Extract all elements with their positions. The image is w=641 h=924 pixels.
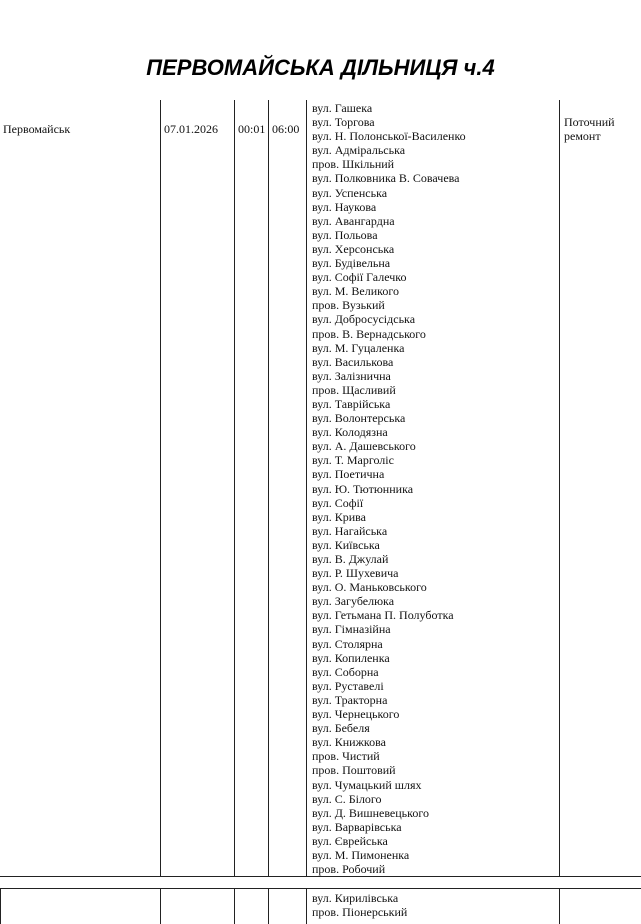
street-list	[312, 891, 407, 919]
street-item: вул. Гімназійна	[312, 622, 391, 637]
street-item: вул. О. Маньковського	[312, 580, 427, 595]
street-item: вул. Кирилівська	[312, 891, 399, 905]
street-item: вул. Наукова	[312, 199, 377, 214]
street-item: вул. Херсонська	[312, 241, 395, 256]
street-item: вул. Соборна	[312, 664, 379, 679]
street-item: вул. Успенська	[312, 185, 388, 200]
street-item: вул. Н. Полонської-Василенко	[312, 129, 466, 144]
street-item: вул. Копиленка	[312, 650, 390, 665]
street-item: вул. Чумацький шлях	[312, 777, 422, 792]
street-item: вул. Авангардна	[312, 213, 395, 228]
table-divider	[0, 888, 641, 889]
table-divider	[306, 100, 307, 876]
street-item: вул. Варварівська	[312, 819, 402, 834]
street-item: вул. А. Дашевського	[312, 439, 416, 454]
status-line: Поточний	[564, 115, 615, 129]
date-cell: 07.01.2026	[164, 122, 218, 136]
street-item: вул. Добросусідська	[312, 312, 416, 327]
street-item: вул. Книжкова	[312, 735, 386, 750]
street-item: вул. Торгова	[312, 115, 375, 130]
street-item: вул. Єврейська	[312, 833, 388, 848]
status-cell	[564, 115, 615, 143]
table-divider	[559, 888, 560, 924]
street-item: вул. Тракторна	[312, 692, 388, 707]
time-to-cell: 06:00	[272, 122, 300, 136]
street-item: вул. Д. Вишневецького	[312, 805, 429, 820]
table-divider	[0, 888, 1, 924]
street-item: вул. Польова	[312, 227, 378, 242]
street-item: вул. Софії	[312, 495, 364, 510]
street-item: вул. Таврійська	[312, 396, 391, 411]
table-divider	[234, 888, 235, 924]
street-item: пров. Чистий	[312, 749, 380, 764]
street-item: пров. Робочий	[312, 862, 386, 877]
street-item: вул. Залізнична	[312, 368, 391, 383]
street-item: вул. М. Гуцаленка	[312, 340, 405, 355]
street-item: пров. В. Вернадського	[312, 326, 426, 341]
street-item: вул. М. Пимоненка	[312, 847, 410, 862]
street-list	[312, 101, 466, 876]
street-item: пров. Шкільний	[312, 157, 395, 172]
street-item: пров. Поштовий	[312, 763, 396, 778]
street-item: вул. Бебеля	[312, 721, 370, 736]
street-item: вул. Т. Марголіс	[312, 453, 394, 468]
street-item: вул. Волонтерська	[312, 411, 406, 426]
time-from-cell: 00:01	[238, 122, 266, 136]
street-item: вул. Будівельна	[312, 256, 391, 271]
street-item: вул. Чернецького	[312, 707, 400, 722]
street-item: вул. М. Великого	[312, 284, 399, 299]
table-divider	[234, 100, 235, 876]
table-divider	[559, 100, 560, 876]
street-item: вул. Крива	[312, 509, 366, 524]
street-item: вул. С. Білого	[312, 791, 382, 806]
status-line: ремонт	[564, 129, 601, 143]
table-divider	[268, 100, 269, 876]
street-item: вул. Гашека	[312, 101, 373, 115]
street-item: вул. Р. Шухевича	[312, 566, 399, 581]
street-item: пров. Щасливий	[312, 382, 396, 397]
street-item: вул. Гетьмана П. Полуботка	[312, 608, 454, 623]
table-divider	[268, 888, 269, 924]
street-item: вул. Київська	[312, 537, 380, 552]
street-item: вул. Адміральська	[312, 143, 406, 158]
street-item: вул. Нагайська	[312, 523, 388, 538]
page-title: ПЕРВОМАЙСЬКА ДІЛЬНИЦЯ ч.4	[146, 55, 495, 80]
settlement-cell: Первомайськ	[3, 122, 71, 136]
street-item: вул. Загубелюка	[312, 594, 395, 609]
street-item: вул. Полковника В. Совачева	[312, 171, 460, 186]
table-divider	[160, 888, 161, 924]
street-item: вул. Руставелі	[312, 678, 384, 693]
table-divider	[306, 888, 307, 924]
street-item: вул. Поетична	[312, 467, 385, 482]
street-item: пров. Піонерський	[312, 905, 408, 920]
street-item: вул. Софії Галечко	[312, 270, 407, 285]
street-item: вул. Столярна	[312, 636, 383, 651]
table-divider	[160, 100, 161, 876]
street-item: пров. Вузький	[312, 298, 385, 313]
street-item: вул. Ю. Тютюнника	[312, 481, 414, 496]
street-item: вул. Василькова	[312, 354, 394, 369]
street-item: вул. Колодязна	[312, 425, 388, 440]
street-item: вул. В. Джулай	[312, 552, 389, 566]
